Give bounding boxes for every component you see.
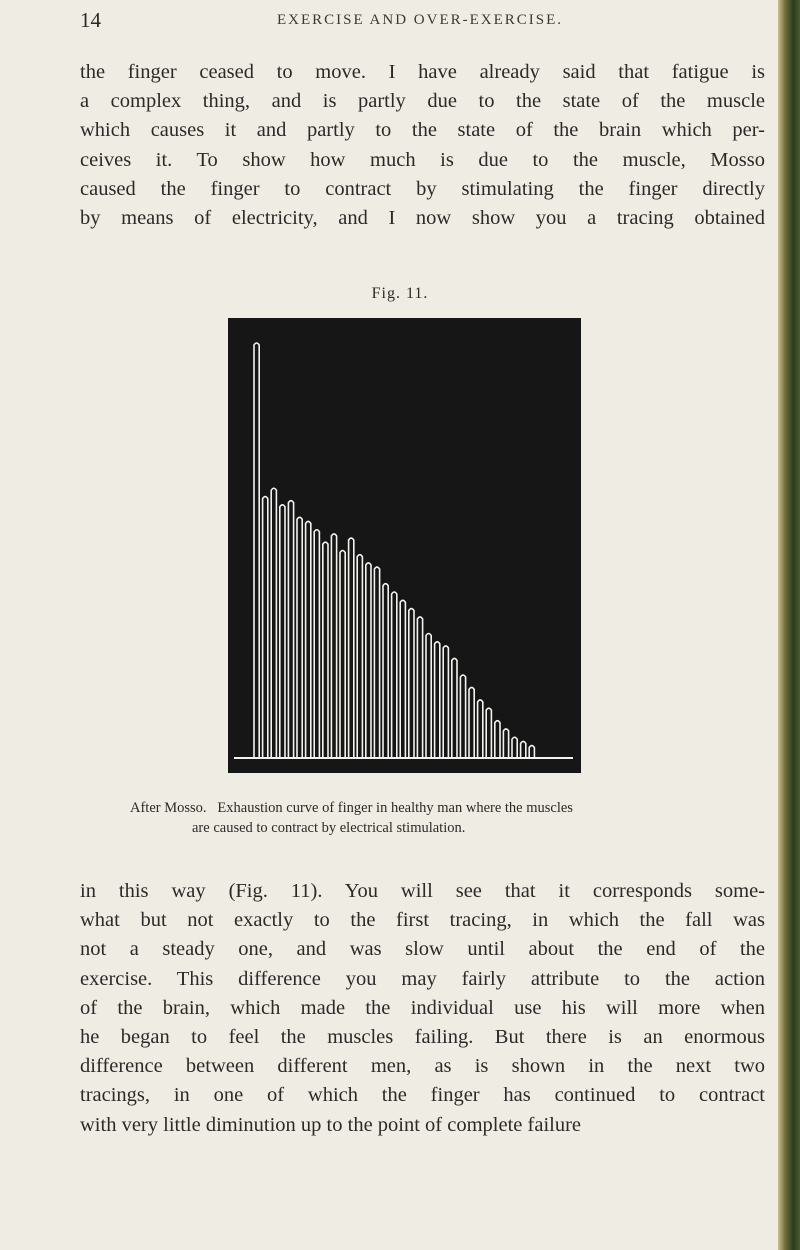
text-line: in this way (Fig. 11). You will see that it corresponds some- [80,880,765,902]
exhaustion-tracing-figure [228,318,581,773]
text-line: not a steady one, and was slow until about the end of the [80,938,765,961]
text-line: ceives it. To show how much is due to the muscle, Mosso [80,148,765,171]
text-line: the finger ceased to move. I have already said that fatigue is [80,61,765,83]
figure-caption [130,798,750,838]
text-line: by means of electricity, and I now show you a tracing obtained [80,207,765,230]
caption-text: Exhaustion curve of finger in healthy man where the muscles [217,800,573,816]
text-line: with very little diminution up to the point of complete failure [80,1113,582,1136]
text-line: what but not exactly to the first tracing, in which the fall was [80,909,765,932]
running-title: EXERCISE AND OVER-EXERCISE. [276,12,564,28]
paragraph-top [80,58,765,233]
text-line: tracings, in one of which the finger has continued to contract [80,1084,765,1107]
figure-background [228,318,581,773]
caption-text: are caused to contract by electrical stimulation. [192,820,466,836]
text-line: exercise. This difference you may fairly attribute to the action [80,967,765,990]
text-line: difference between different men, as is shown in the next two [80,1055,765,1078]
text-line: he began to feel the muscles failing. But there is an enormous [80,1026,765,1049]
page-number: 14 [80,8,101,32]
text-line: a complex thing, and is partly due to the state of the muscle [80,90,765,113]
caption-attribution: After Mosso. [130,800,207,816]
figure-label: Fig. 11. [371,285,429,302]
text-line: caused the finger to contract by stimulating the finger directly [80,177,765,200]
page-edge [778,0,800,1250]
running-head [80,8,760,38]
paragraph-bottom [80,877,765,1140]
text-line: of the brain, which made the individual use his will more when [80,996,765,1019]
text-line: which causes it and partly to the state of the brain which per- [80,119,765,142]
